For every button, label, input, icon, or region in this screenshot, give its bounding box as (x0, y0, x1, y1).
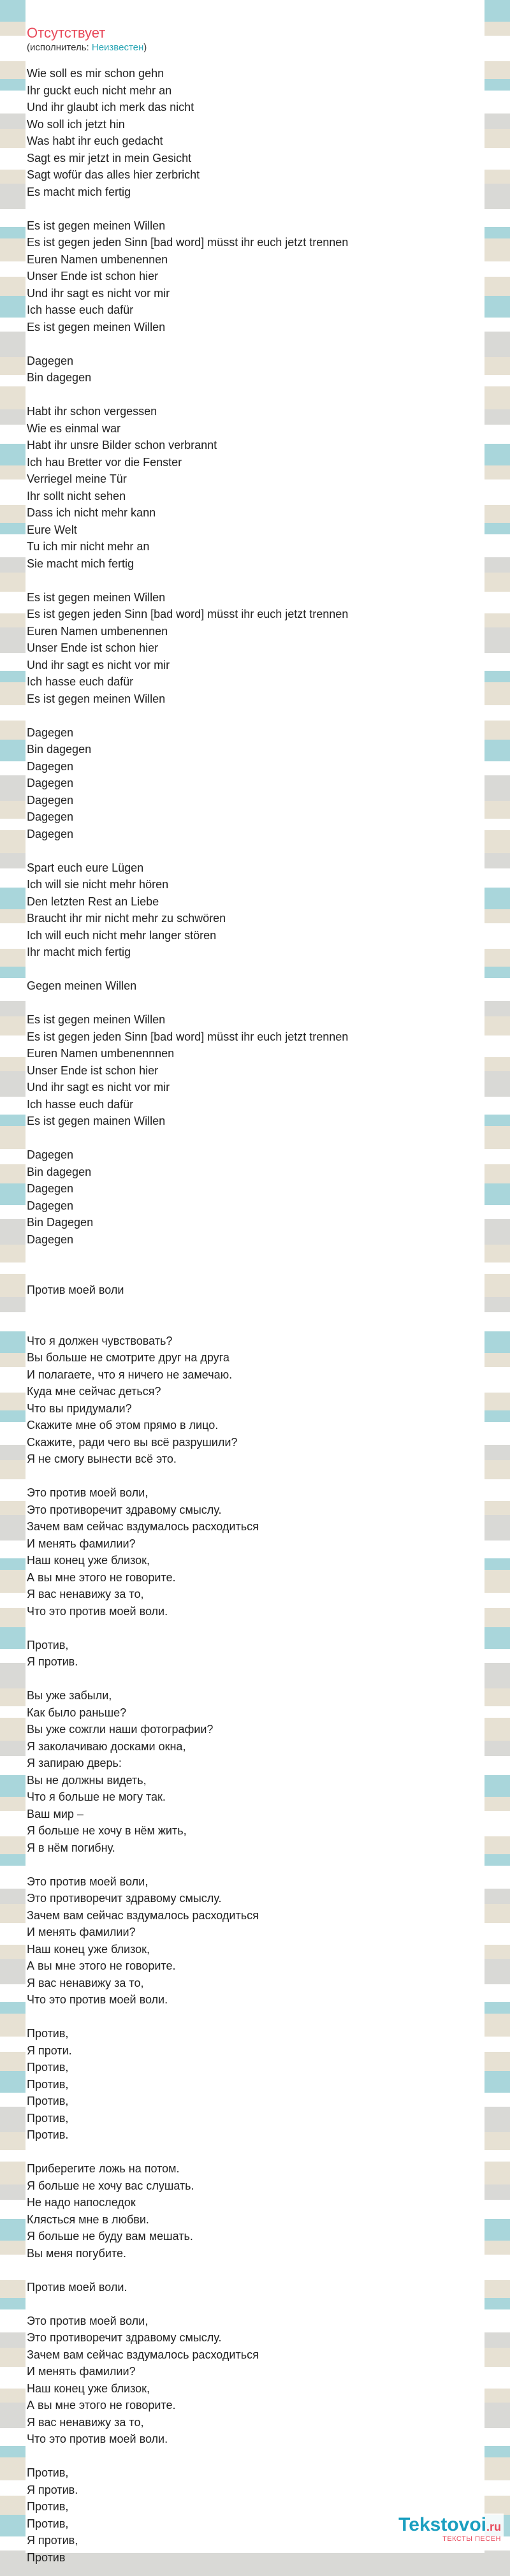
lyric-line: Es ist gegen meinen Willen (27, 590, 166, 604)
lyric-line: Против, (27, 2111, 69, 2125)
blank-line (27, 842, 473, 860)
lyric-line: Es ist gegen meinen Willen (27, 320, 166, 333)
lyric-line: Sagt es mir jetzt in mein Gesicht (27, 151, 192, 165)
lyric-line: Вы уже забыли, (27, 1689, 112, 1702)
lyric-line: Я больше не буду вам мешать. (27, 2230, 193, 2243)
lyric-line: Что это против моей воли. (27, 1604, 168, 1618)
lyric-line: Dagegen (27, 759, 74, 773)
blank-line (27, 1315, 473, 1333)
lyric-line: Dagegen (27, 793, 74, 807)
lyric-line: Я вас ненавижу за то, (27, 1976, 144, 1989)
lyric-line: Dagegen (27, 354, 74, 367)
logo-name: Tekstovoi (398, 2514, 486, 2535)
blank-line (27, 1620, 473, 1637)
lyric-line: А вы мне этого не говорите. (27, 1959, 176, 1972)
lyric-line: Не надо напоследок (27, 2196, 136, 2209)
lyric-line: И менять фамилии? (27, 1537, 136, 1550)
blank-line (27, 1299, 473, 1316)
lyric-line: Вы не должны видеть, (27, 1773, 147, 1787)
lyric-line: Sagt wofür das alles hier zerbricht (27, 168, 200, 181)
blank-line (27, 707, 473, 724)
lyric-line: Es ist gegen meinen Willen (27, 692, 166, 705)
artist-link[interactable]: Неизвестен (91, 42, 144, 53)
lyric-line: Что я должен чувствовать? (27, 1334, 173, 1347)
lyrics-body (27, 65, 473, 2566)
blank-line (27, 2295, 473, 2313)
lyric-line: Скажите, ради чего вы всё разрушили? (27, 1435, 238, 1449)
lyric-line: Habt ihr schon vergessen (27, 405, 157, 418)
lyrics-page (26, 0, 484, 2564)
lyric-line: Зачем вам сейчас вздумалось расходиться (27, 2348, 259, 2361)
lyric-line: Dagegen (27, 827, 74, 840)
lyric-line: Против, (27, 2466, 69, 2479)
lyric-line: Bin dagegen (27, 743, 92, 756)
lyric-line: Wie soll es mir schon gehn (27, 67, 164, 80)
blank-line (27, 1856, 473, 1873)
lyric-line: Наш конец уже близок, (27, 1942, 150, 1956)
lyric-line: Und ihr sagt es nicht vor mir (27, 658, 170, 671)
lyric-line: Против, (27, 2095, 69, 2107)
lyric-line: Gegen meinen Willen (27, 979, 137, 992)
lyric-line: Es ist gegen mainen Willen (27, 1115, 166, 1127)
blank-line (27, 961, 473, 978)
lyric-line: И полагаете, что я ничего не замечаю. (27, 1368, 233, 1381)
lyric-line: Es ist gegen jeden Sinn [bad word] müsst ihr euch jetzt trennen (27, 236, 349, 249)
lyric-line: Euren Namen umbenennen (27, 624, 168, 638)
lyric-line: Наш конец уже близок, (27, 1554, 150, 1567)
lyric-line: Против, (27, 2500, 69, 2513)
lyric-line: Den letzten Rest an Liebe (27, 895, 159, 908)
lyric-line: Dagegen (27, 777, 74, 789)
lyric-line: Ich hasse euch dafür (27, 675, 134, 688)
artist-line (27, 42, 147, 54)
lyric-line: Это противоречит здравому смыслу. (27, 1892, 222, 1905)
lyric-line: Это против моей воли, (27, 1486, 149, 1499)
song-title: Отсутствует (27, 25, 106, 41)
site-logo[interactable] (396, 2514, 504, 2544)
lyric-line: Против, (27, 2027, 69, 2040)
lyric-line: Dagegen (27, 1233, 74, 1246)
blank-line (27, 1248, 473, 1265)
lyric-line: Что это против моей воли. (27, 1993, 168, 2006)
lyric-line: Я против. (27, 1655, 78, 1668)
lyric-line: Eure Welt (27, 523, 77, 536)
logo-tagline: ТЕКСТЫ ПЕСЕН (442, 2535, 501, 2543)
lyric-line: Ваш мир – (27, 1807, 84, 1820)
lyric-line: Как было раньше? (27, 1706, 127, 1719)
lyric-line: Против моей воли (27, 1284, 124, 1296)
lyric-line: Spart euch eure Lügen (27, 861, 144, 874)
lyric-line: Это противоречит здравому смыслу. (27, 1503, 222, 1516)
lyric-line: Я заколачиваю досками окна, (27, 1739, 186, 1753)
lyric-line: Bin Dagegen (27, 1216, 94, 1229)
lyric-line: Ihr sollt nicht sehen (27, 489, 126, 502)
lyric-line: Против, (27, 2077, 69, 2091)
lyric-line: Wo soll ich jetzt hin (27, 117, 125, 131)
lyric-line: Wie es einmal war (27, 421, 121, 435)
lyric-line: Ich hasse euch dafür (27, 1097, 134, 1111)
lyric-line: Es ist gegen meinen Willen (27, 219, 166, 232)
lyric-line: Ich will sie nicht mehr hören (27, 878, 169, 891)
lyric-line: Dagegen (27, 726, 74, 739)
lyric-line: Против, (27, 1638, 69, 1651)
lyric-line: Зачем вам сейчас вздумалось расходиться (27, 1520, 259, 1533)
lyric-line: Dagegen (27, 1199, 74, 1212)
lyric-line: Я не смогу вынести всё это. (27, 1453, 177, 1465)
lyric-line: Und ihr sagt es nicht vor mir (27, 286, 170, 300)
lyric-line: Habt ihr unsre Bilder schon verbrannt (27, 439, 217, 451)
artist-prefix: (исполнитель: (27, 42, 92, 53)
lyric-line: Куда мне сейчас деться? (27, 1385, 161, 1398)
lyric-line: Что я больше не могу так. (27, 1790, 166, 1803)
lyric-line: Unser Ende ist schon hier (27, 1064, 159, 1077)
lyric-line: Verriegel meine Tür (27, 472, 127, 485)
blank-line (27, 335, 473, 353)
lyric-line: Это противоречит здравому смыслу. (27, 2331, 222, 2344)
lyric-line: Я запираю дверь: (27, 1757, 122, 1769)
lyric-line: Ihr macht mich fertig (27, 946, 131, 958)
lyric-line: Это против моей воли, (27, 2314, 149, 2327)
lyric-line: Что это против моей воли. (27, 2433, 168, 2445)
lyric-line: Dagegen (27, 810, 74, 823)
logo-domain: .ru (486, 2521, 501, 2533)
lyric-line: Dass ich nicht mehr kann (27, 506, 156, 519)
lyric-line: Я вас ненавижу за то, (27, 2415, 144, 2429)
lyric-line: Dagegen (27, 1148, 74, 1161)
lyric-line: Против (27, 2550, 66, 2564)
lyric-line: Und ihr glaubt ich merk das nicht (27, 101, 194, 113)
blank-line (27, 1671, 473, 1688)
blank-line (27, 2009, 473, 2026)
lyric-line: Ich hau Bretter vor die Fenster (27, 455, 182, 469)
lyric-line: Скажите мне об этом прямо в лицо. (27, 1419, 219, 1431)
lyric-line: И менять фамилии? (27, 2365, 136, 2378)
blank-line (27, 2144, 473, 2161)
lyric-line: Это против моей воли, (27, 1875, 149, 1888)
lyric-line: Es ist gegen jeden Sinn [bad word] müsst ihr euch jetzt trennen (27, 608, 349, 620)
lyric-line: Приберегите ложь на потом. (27, 2162, 180, 2175)
blank-line (27, 572, 473, 589)
lyric-line: Es ist gegen jeden Sinn [bad word] müsst ihr euch jetzt trennen (27, 1030, 349, 1043)
lyric-line: Вы меня погубите. (27, 2246, 126, 2260)
lyric-line: Я вас ненавижу за то, (27, 1588, 144, 1600)
lyric-line: А вы мне этого не говорите. (27, 1570, 176, 1584)
lyric-line: Что вы придумали? (27, 1401, 132, 1415)
lyric-line: Ihr guckt euch nicht mehr an (27, 84, 172, 97)
blank-line (27, 386, 473, 404)
lyric-line: Ich will euch nicht mehr langer stören (27, 928, 217, 942)
lyric-line: Против моей воли. (27, 2280, 127, 2294)
lyric-line: Вы уже сожгли наши фотографии? (27, 1723, 214, 1736)
lyric-line: Вы больше не смотрите друг на друга (27, 1351, 229, 1364)
lyric-line: Я проти. (27, 2044, 72, 2057)
lyric-line: Was habt ihr euch gedacht (27, 135, 163, 147)
lyric-line: Unser Ende ist schon hier (27, 641, 159, 654)
lyric-line: Braucht ihr mir nicht mehr zu schwören (27, 912, 226, 925)
lyric-line: Bin dagegen (27, 371, 92, 384)
lyric-line: Я в нём погибну. (27, 1841, 115, 1854)
lyric-line: Против. (27, 2128, 69, 2141)
lyric-line: Unser Ende ist schon hier (27, 270, 159, 282)
blank-line (27, 2262, 473, 2279)
lyric-line: Клясться мне в любви. (27, 2213, 149, 2226)
blank-line (27, 200, 473, 217)
lyric-line: Ich hasse euch dafür (27, 304, 134, 316)
lyric-line: Я против, (27, 2534, 78, 2547)
lyric-line: Es ist gegen meinen Willen (27, 1013, 166, 1026)
artist-suffix: ) (143, 42, 147, 53)
lyric-line: Tu ich mir nicht mehr an (27, 540, 150, 553)
blank-line (27, 2448, 473, 2465)
lyric-line: Наш конец уже близок, (27, 2382, 150, 2395)
lyric-line: Euren Namen umbenennen (27, 252, 168, 266)
lyric-line: Я больше не хочу в нём жить, (27, 1824, 187, 1837)
lyric-line: А вы мне этого не говорите. (27, 2399, 176, 2411)
lyric-line: Euren Namen umbenennnen (27, 1047, 175, 1060)
lyric-line: Я больше не хочу вас слушать. (27, 2179, 194, 2192)
lyric-line: Зачем вам сейчас вздумалось расходиться (27, 1908, 259, 1922)
lyric-line: Sie macht mich fertig (27, 557, 135, 570)
lyric-line: Против, (27, 2061, 69, 2074)
lyric-line: Bin dagegen (27, 1165, 92, 1178)
lyric-line: И менять фамилии? (27, 1926, 136, 1938)
blank-line (27, 1130, 473, 1147)
blank-line (27, 995, 473, 1012)
lyric-line: Dagegen (27, 1182, 74, 1195)
blank-line (27, 1265, 473, 1282)
lyric-line: Es macht mich fertig (27, 185, 131, 198)
lyric-line: Я против. (27, 2483, 78, 2496)
lyric-line: Против, (27, 2517, 69, 2530)
blank-line (27, 1468, 473, 1485)
lyric-line: Und ihr sagt es nicht vor mir (27, 1081, 170, 1094)
